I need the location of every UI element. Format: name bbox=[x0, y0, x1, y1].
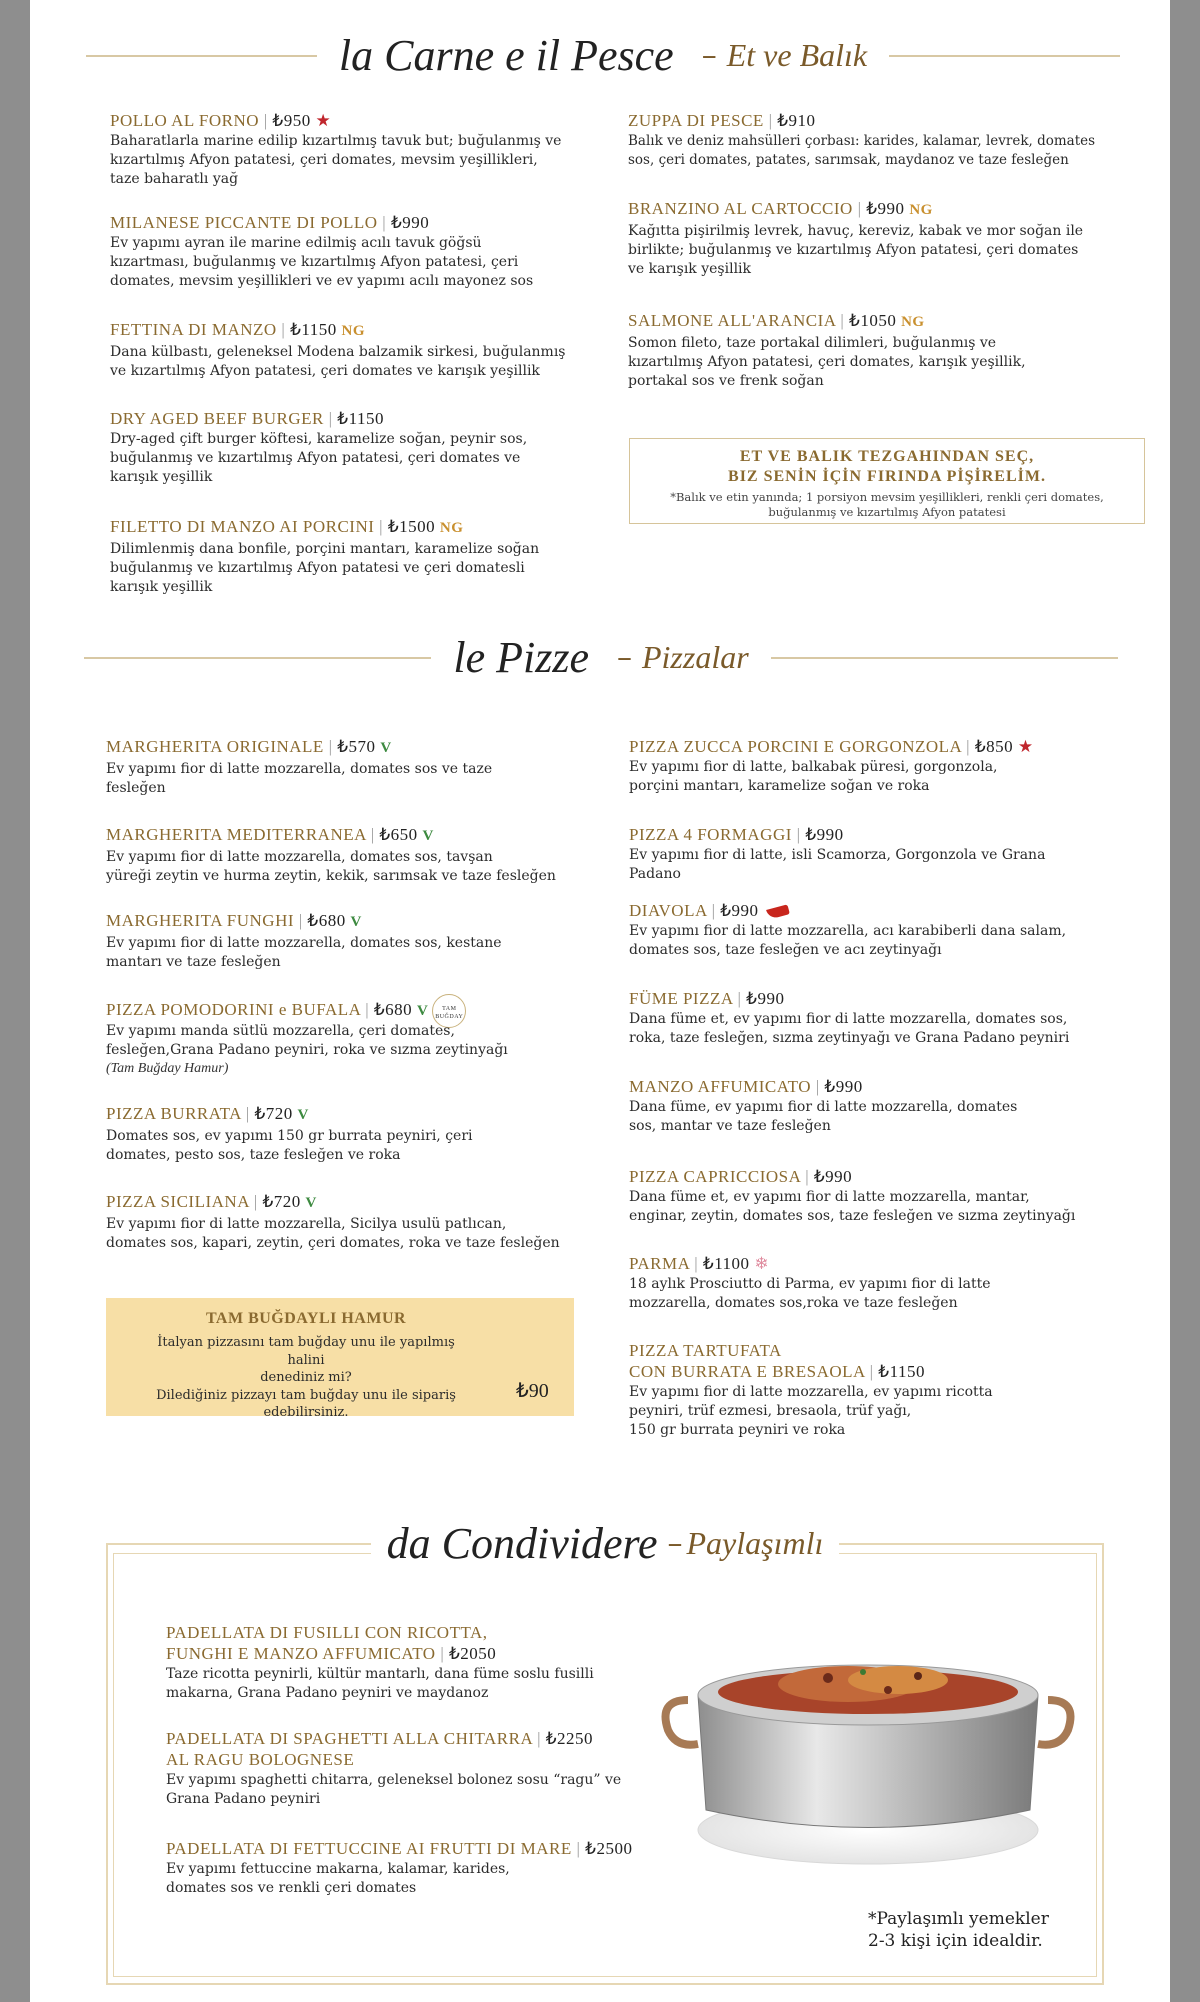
item-price: ₺2050 bbox=[448, 1644, 497, 1663]
item-name: ZUPPA DI PESCE bbox=[628, 111, 764, 130]
divider bbox=[889, 55, 1120, 57]
whole-wheat-box bbox=[106, 1298, 574, 1420]
item-description: Ev yapımı ayran ile marine edilmiş acılı tavuk göğsü kızartması, buğulanmış ve kızartılmış Afyon patatesi, çeri domates, mevsim yeşillikleri ve ev yapımı acılı mayonez sos bbox=[110, 235, 534, 289]
price-separator: | bbox=[328, 737, 333, 756]
item-price: ₺850 bbox=[974, 737, 1014, 756]
counter-info-box bbox=[629, 438, 1145, 524]
item-price: ₺680 bbox=[307, 911, 346, 930]
vegetarian-badge: V bbox=[416, 1002, 429, 1019]
section-title-share bbox=[106, 1518, 1104, 1569]
item-name: PARMA bbox=[629, 1254, 690, 1273]
vegetarian-badge: V bbox=[297, 1107, 309, 1123]
menu-item bbox=[629, 736, 1159, 796]
menu-item bbox=[629, 1076, 1159, 1136]
item-price: ₺1100 bbox=[702, 1254, 750, 1273]
price-separator: | bbox=[815, 1077, 820, 1096]
menu-item bbox=[628, 310, 1148, 391]
whole-wheat-price: ₺90 bbox=[516, 1380, 549, 1402]
menu-item bbox=[106, 824, 606, 886]
item-description: Ev yapımı fior di latte mozzarella, domates sos ve taze fesleğen bbox=[106, 761, 493, 796]
vegetarian-badge: V bbox=[350, 914, 362, 930]
price-separator: | bbox=[840, 311, 845, 330]
item-description: Ev yapımı spaghetti chitarra, geleneksel bolonez sosu “ragu” ve Grana Padano peyniri bbox=[166, 1772, 622, 1807]
item-description: Domates sos, ev yapımı 150 gr burrata peyniri, çeri domates, pesto sos, taze fesleğen ve roka bbox=[106, 1128, 473, 1163]
price-separator: | bbox=[370, 825, 375, 844]
item-description: Taze ricotta peynirli, kültür mantarlı, dana füme soslu fusilli makarna, Grana Padano peyniri ve maydanoz bbox=[166, 1666, 594, 1701]
price-separator: | bbox=[382, 213, 387, 232]
menu-item bbox=[106, 910, 606, 972]
menu-item bbox=[629, 824, 1159, 884]
item-description: Ev yapımı fior di latte mozzarella, ev yapımı ricotta peyniri, trüf ezmesi, bresaola, trüf yağı, 150 gr burrata peyniri ve roka bbox=[629, 1384, 993, 1438]
price-separator: | bbox=[966, 737, 971, 756]
item-description: Dana füme et, ev yapımı fior di latte mozzarella, domates sos, roka, taze fesleğen, sızma zeytinyağı ve Grana Padano peyniri bbox=[629, 1011, 1070, 1046]
item-name: MANZO AFFUMICATO bbox=[629, 1077, 811, 1096]
counter-box-line1: ET VE BALIK TEZGAHINDAN SEÇ, bbox=[739, 448, 1035, 465]
item-name: BRANZINO AL CARTOCCIO bbox=[628, 199, 853, 218]
section-title-main: le Pizze bbox=[453, 633, 589, 682]
price-separator: | bbox=[737, 989, 742, 1008]
vegetarian-badge: V bbox=[305, 1195, 317, 1211]
item-price: ₺1150 bbox=[878, 1362, 925, 1381]
menu-item bbox=[629, 1253, 1159, 1313]
price-separator: | bbox=[298, 911, 303, 930]
item-name: FÜME PIZZA bbox=[629, 989, 733, 1008]
divider bbox=[771, 657, 1118, 659]
item-price: ₺1150 bbox=[337, 409, 384, 428]
item-price: ₺1050 bbox=[849, 311, 897, 330]
divider bbox=[84, 657, 431, 659]
item-price: ₺2250 bbox=[545, 1729, 594, 1748]
vegetarian-badge: V bbox=[422, 828, 434, 844]
pasta-pot-image bbox=[658, 1640, 1078, 1870]
item-name: DRY AGED BEEF BURGER bbox=[110, 409, 324, 428]
item-description: Ev yapımı fior di latte mozzarella, Sicilya usulü patlıcan, domates sos, kapari, zeytin, çeri domates, roka ve taze fesleğen bbox=[106, 1216, 560, 1251]
item-name: MILANESE PICCANTE DI POLLO bbox=[110, 213, 378, 232]
section-title-sub: Et ve Balık bbox=[726, 37, 868, 73]
share-note: *Paylaşımlı yemekler 2-3 kişi için idealdir. bbox=[868, 1909, 1049, 1951]
item-price: ₺1500 bbox=[387, 517, 436, 536]
price-separator: | bbox=[379, 517, 384, 536]
item-name: DIAVOLA bbox=[629, 901, 707, 920]
price-separator: | bbox=[440, 1644, 445, 1663]
section-title-sub: Pizzalar bbox=[641, 639, 749, 675]
ng-badge: NG bbox=[439, 520, 464, 536]
price-separator: | bbox=[869, 1362, 874, 1381]
whole-wheat-icon: TAM BUĞDAY bbox=[432, 994, 466, 1028]
item-note: (Tam Buğday Hamur) bbox=[106, 1061, 229, 1076]
whole-wheat-title: TAM BUĞDAYLI HAMUR bbox=[205, 1310, 407, 1327]
item-price: ₺910 bbox=[777, 111, 816, 130]
item-name: PIZZA CAPRICCIOSA bbox=[629, 1167, 801, 1186]
item-price: ₺650 bbox=[379, 825, 418, 844]
item-name: FETTINA DI MANZO bbox=[110, 320, 277, 339]
star-icon: ★ bbox=[315, 111, 332, 130]
item-price: ₺990 bbox=[720, 901, 759, 920]
menu-item bbox=[166, 1728, 686, 1809]
item-description: Ev yapımı manda sütlü mozzarella, çeri domates, fesleğen,Grana Padano peyniri, roka ve sızma zeytinyağı bbox=[106, 1023, 508, 1058]
item-name: PADELLATA DI FUSILLI CON RICOTTA, bbox=[166, 1623, 488, 1642]
snowflake-icon: ❄ bbox=[754, 1254, 770, 1273]
section-title-main: la Carne e il Pesce bbox=[338, 31, 674, 80]
menu-item bbox=[629, 1340, 1159, 1440]
item-description: Ev yapımı fior di latte mozzarella, domates sos, tavşan yüreği zeytin ve hurma zeytin, kekik, sarımsak ve taze fesleğen bbox=[106, 849, 556, 884]
menu-item bbox=[166, 1622, 686, 1703]
menu-item bbox=[106, 736, 606, 798]
item-description: Dilimlenmiş dana bonfile, porçini mantarı, karamelize soğan buğulanmış ve kızartılmış Afyon patatesi ve çeri domatesli karışık yeşillik bbox=[110, 541, 540, 595]
item-price: ₺570 bbox=[337, 737, 376, 756]
item-description: Ev yapımı fior di latte, balkabak püresi, gorgonzola, porçini mantarı, karamelize soğan ve roka bbox=[629, 759, 998, 794]
item-price: ₺990 bbox=[866, 199, 905, 218]
item-description: Dana füme et, ev yapımı fior di latte mozzarella, mantar, enginar, zeytin, domates sos, taze fesleğen ve sızma zeytinyağı bbox=[629, 1189, 1076, 1224]
item-price: ₺720 bbox=[262, 1192, 301, 1211]
price-separator: | bbox=[328, 409, 333, 428]
menu-item bbox=[110, 516, 610, 597]
item-name: PIZZA ZUCCA PORCINI E GORGONZOLA bbox=[629, 737, 962, 756]
item-price: ₺680 bbox=[373, 999, 413, 1019]
item-description: Ev yapımı fior di latte, isli Scamorza, Gorgonzola ve Grana Padano bbox=[629, 847, 1046, 882]
item-price: ₺990 bbox=[824, 1077, 863, 1096]
section-title-sub: Paylaşımlı bbox=[686, 1525, 824, 1561]
menu-item bbox=[106, 1191, 616, 1253]
menu-item bbox=[629, 1166, 1174, 1226]
item-description: Ev yapımı fior di latte mozzarella, domates sos, kestane mantarı ve taze fesleğen bbox=[106, 935, 502, 970]
item-name: PIZZA TARTUFATA bbox=[629, 1341, 782, 1360]
price-separator: | bbox=[796, 825, 801, 844]
item-name: MARGHERITA ORIGINALE bbox=[106, 737, 324, 756]
star-icon: ★ bbox=[1017, 737, 1034, 756]
item-name: PIZZA SICILIANA bbox=[106, 1192, 250, 1211]
item-name: PIZZA BURRATA bbox=[106, 1104, 242, 1123]
item-price: ₺1150 bbox=[290, 320, 337, 339]
chili-pepper-icon bbox=[766, 904, 790, 919]
item-name-line2: AL RAGU BOLOGNESE bbox=[166, 1750, 355, 1769]
item-description: Dana füme, ev yapımı fior di latte mozzarella, domates sos, mantar ve taze fesleğen bbox=[629, 1099, 1018, 1134]
item-description: Baharatlarla marine edilip kızartılmış tavuk but; buğulanmış ve kızartılmış Afyon patatesi, çeri domates, mevsim yeşillikleri, taze baharatlı yağ bbox=[110, 133, 562, 187]
menu-item bbox=[628, 110, 1168, 170]
price-separator: | bbox=[253, 1192, 258, 1211]
item-name: PIZZA POMODORINI e BUFALA bbox=[106, 999, 361, 1019]
menu-item bbox=[628, 198, 1148, 279]
ng-badge: NG bbox=[341, 323, 365, 339]
item-price: ₺990 bbox=[746, 989, 785, 1008]
item-name: PADELLATA DI SPAGHETTI ALLA CHITARRA bbox=[166, 1729, 533, 1748]
menu-item bbox=[166, 1838, 706, 1898]
item-price: ₺950 bbox=[272, 111, 311, 130]
item-description: Ev yapımı fior di latte mozzarella, acı karabiberli dana salam, domates sos, taze fesleğen ve acı zeytinyağı bbox=[629, 923, 1067, 958]
title-dash: – bbox=[701, 38, 717, 73]
price-separator: | bbox=[245, 1104, 250, 1123]
item-name: FILETTO DI MANZO AI PORCINI bbox=[110, 517, 375, 536]
item-name-line2: CON BURRATA E BRESAOLA bbox=[629, 1362, 865, 1381]
item-description: Ev yapımı fettuccine makarna, kalamar, karides, domates sos ve renkli çeri domates bbox=[166, 1861, 510, 1896]
counter-box-line2: BIZ SENİN İÇİN FIRINDA PİŞİRELİM. bbox=[728, 468, 1046, 485]
item-price: ₺2500 bbox=[585, 1839, 633, 1858]
item-name-line2: FUNGHI E MANZO AFFUMICATO bbox=[166, 1644, 436, 1663]
item-description: Balık ve deniz mahsülleri çorbası: karides, kalamar, levrek, domates sos, çeri domates, patates, sarımsak, maydanoz ve taze fesleğen bbox=[628, 133, 1096, 168]
price-separator: | bbox=[768, 111, 773, 130]
menu-item bbox=[110, 110, 610, 189]
menu-item bbox=[629, 900, 1159, 960]
item-description: Dry-aged çift burger köftesi, karamelize soğan, peynir sos, buğulanmış ve kızartılmış Afyon patatesi, çeri domates ve karışık yeşillik bbox=[110, 431, 528, 485]
item-description: 18 aylık Prosciutto di Parma, ev yapımı fior di latte mozzarella, domates sos,roka ve taze fesleğen bbox=[629, 1276, 991, 1311]
item-price: ₺720 bbox=[254, 1104, 293, 1123]
title-dash: – bbox=[667, 1526, 683, 1561]
item-name: PIZZA 4 FORMAGGI bbox=[629, 825, 792, 844]
item-description: Somon fileto, taze portakal dilimleri, buğulanmış ve kızartılmış Afyon patatesi, çeri domates, karışık yeşillik, portakal sos ve frenk soğan bbox=[628, 335, 1026, 389]
item-price: ₺990 bbox=[813, 1167, 853, 1186]
vegetarian-badge: V bbox=[380, 740, 392, 756]
counter-box-note: *Balık ve etin yanında; 1 porsiyon mevsim yeşillikleri, renkli çeri domates, buğulanmış ve kızartılmış Afyon patatesi bbox=[670, 490, 1104, 519]
menu-page bbox=[30, 0, 1170, 2002]
price-separator: | bbox=[805, 1167, 810, 1186]
ng-badge: NG bbox=[901, 314, 925, 330]
menu-item bbox=[110, 408, 610, 487]
menu-item bbox=[110, 212, 610, 291]
menu-item bbox=[106, 1103, 606, 1165]
section-title-pizza bbox=[30, 632, 1170, 683]
item-price: ₺990 bbox=[805, 825, 844, 844]
menu-item bbox=[106, 994, 606, 1078]
price-separator: | bbox=[711, 901, 716, 920]
title-dash: – bbox=[616, 640, 632, 675]
price-separator: | bbox=[857, 199, 862, 218]
section-title-meat bbox=[30, 30, 1170, 81]
divider bbox=[86, 55, 317, 57]
item-price: ₺990 bbox=[390, 213, 430, 232]
price-separator: | bbox=[263, 111, 268, 130]
item-name: SALMONE ALL'ARANCIA bbox=[628, 311, 836, 330]
item-description: Dana külbastı, geleneksel Modena balzamik sirkesi, buğulanmış ve kızartılmış Afyon patatesi, çeri domates ve karışık yeşillik bbox=[110, 344, 566, 379]
item-description: Kağıtta pişirilmiş levrek, havuç, kereviz, kabak ve mor soğan ile birlikte; buğulanmış ve kızartılmış Afyon patatesi, çeri domates ve karışık yeşillik bbox=[628, 223, 1084, 277]
price-separator: | bbox=[576, 1839, 581, 1858]
item-name: MARGHERITA FUNGHI bbox=[106, 911, 295, 930]
menu-item bbox=[629, 988, 1169, 1048]
item-name: MARGHERITA MEDITERRANEA bbox=[106, 825, 366, 844]
price-separator: | bbox=[694, 1254, 699, 1273]
price-separator: | bbox=[281, 320, 286, 339]
price-separator: | bbox=[365, 999, 370, 1019]
price-separator: | bbox=[537, 1729, 541, 1748]
item-name: PADELLATA DI FETTUCCINE AI FRUTTI DI MARE bbox=[166, 1839, 572, 1858]
ng-badge: NG bbox=[909, 202, 933, 218]
whole-wheat-text: İtalyan pizzasını tam buğday unu ile yapılmış halini denediniz mi? Dilediğiniz pizzayı tam buğday unu ile sipariş edebilirsiniz. bbox=[156, 1335, 456, 1420]
menu-item bbox=[110, 319, 610, 381]
section-title-main: da Condividere bbox=[386, 1519, 658, 1568]
item-name: POLLO AL FORNO bbox=[110, 111, 259, 130]
